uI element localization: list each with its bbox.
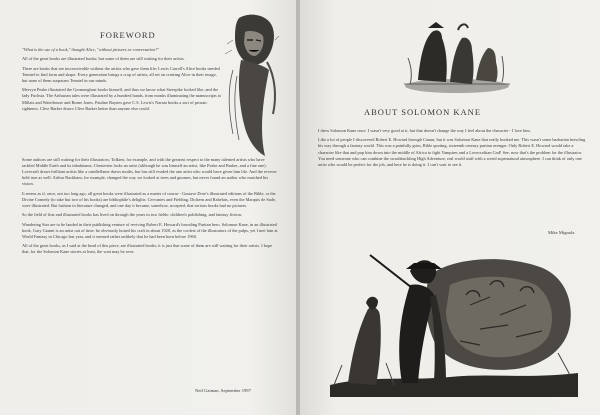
foreword-heading: FOREWORD xyxy=(100,30,156,40)
paragraph: So the field of fine and illustrated books has lived on through the years in two fields: children's publishing, and fantasy fiction. xyxy=(22,212,242,218)
foreword-text-top xyxy=(22,47,222,115)
paragraph: Wandering Star are to be lauded in their publishing venture of reviving Robert E. Howard's brooding Puritan hero, Solomon Kane, in an illustrated book. Gary Gianni is an artist out of time: he obviously honed his craft in about 1920, as the coolest of the illustrators of the pulps, yet I met him at World Fantasy in Chicago last year, and it seemed rather unlikely that he had been born before 1960. xyxy=(22,221,278,239)
about-solomon-kane-heading: ABOUT SOLOMON KANE xyxy=(364,107,482,117)
paragraph: All of the great books, as I said at the head of this piece, are illustrated books; it is just that some of them are still waiting for their artists. I hope that, for the Solomon Kane stories at least, the wait may be over. xyxy=(22,243,273,255)
portrait-sketch-illustration xyxy=(219,10,281,160)
paragraph: It seems as if, once, not too long ago, all great books were illustrated as a matter of course - Gustave Dore's illustrated editions of the Bible, or the Divine Comedy (to take but two of his books) are bibliophile's delights. Cervantes and Fielding, Dickens and Rabelais, even the Marquis de Sade, were illustrated. But fashion in literature changed, and one day it became, somehow, accepted, that serious books had no pictures. xyxy=(22,190,276,208)
foreword-text-bottom xyxy=(22,157,278,259)
alice-quote: "What is the use of a book," thought Alice, "without pictures or conversation?" xyxy=(22,47,160,52)
paragraph: All of the great books are illustrated books; but some of them are still waiting for their artists. xyxy=(22,56,185,62)
left-page xyxy=(0,0,296,415)
paragraph: Mervyn Peake illustrated the Gormenghast books himself, and thus we know what Steerpike looked like, and the lady Fuchsia. The Arthurian tales were illustrated by a hundred hands, from monks illuminating the manuscripts to Millais and Waterhouse and Burne Jones. Pauline Baynes gave C.S. Lewis's Narnia books a sort of prosaic rightness. Clive Barker draws Clive Barker better than anyone else could. xyxy=(22,87,222,111)
paragraph: Some authors are still waiting for their illustrators; Tolkien, for example, and with the greatest respect to the many talented artists who have tackled Middle Earth and its inhabitants; Chesterton lacks an artist (although he was himself an artist, like Peake and Barker, and a fine one). Lovecraft draws brilliant artists like a candleflame draws moths, but has still evaded the one artist who would have given him life. And the reverse held true as well: Arthur Rackham, for example, changed the way we looked at trees and gnomes, but never found an author who matched his vision. xyxy=(22,157,277,187)
foreword-signature: Neil Gaiman, September 1997 xyxy=(195,388,251,393)
paragraph: There are books that are inconceivable without the artists who gave them life; Lewis Carroll's Alice books needed Tenniel to find form and shape. Every generation brings a crop of artists, all set on creating Alice in their image, but none of them surpasses Tenniel in our minds. xyxy=(22,65,220,83)
paragraph: Like a lot of people I discovered Robert E. Howard through Conan, but it was Solomon Kane that really hooked me. This wasn't some barbarian brawling his way through a fantasy world. This was a painfully grim, Bible quoting, sixteenth century puritan avenger. Only Robert E. Howard would take a character like that and pop him down into the middle of Africa to fight Vampires and a Lovecraftian God! See, now that's the problem for the illustrator. You need someone who can combine the swashbuckling High Adventure, real world stuff with a weird supernatural atmosphere. I can think of only one artist who would be perfect for the job, and here he is doing it. I can't wait to see it. xyxy=(318,137,586,167)
about-signature: Mike Mignola xyxy=(548,230,575,235)
hooded-figures-illustration xyxy=(398,18,516,96)
paragraph: I drew Solomon Kane once. I wasn't very good at it, but that doesn't change the way I feel about the character - I love him. xyxy=(318,128,531,133)
battle-scene-illustration xyxy=(330,245,578,397)
about-solomon-kane-text xyxy=(318,128,586,171)
